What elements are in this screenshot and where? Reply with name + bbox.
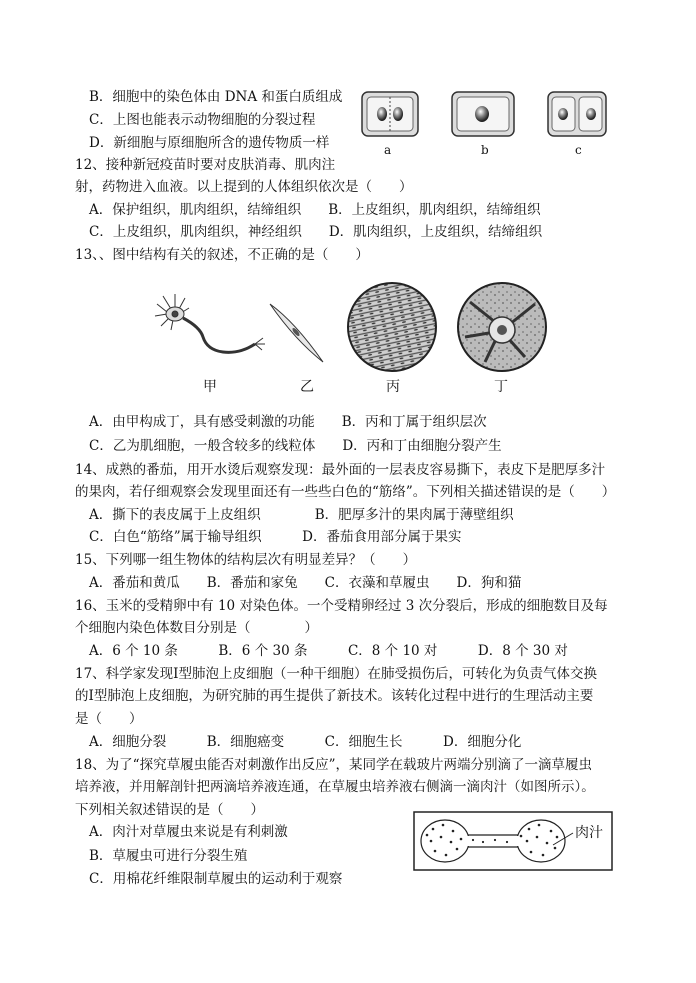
q12-stem-line2: 射，药物进入血液。以上提到的人体组织依次是（ ） — [75, 179, 413, 195]
q11-option-d: D．新细胞与原细胞所含的遗传物质一样 — [89, 135, 330, 151]
tissue-label-ding: 丁 — [494, 379, 508, 395]
q12-options-cd: C．上皮组织，肌肉组织，神经组织 D．肌肉组织，上皮组织，结缔组织 — [89, 224, 543, 240]
tissue-label-jia: 甲 — [203, 379, 217, 395]
tissue-label-yi: 乙 — [300, 379, 314, 395]
muscle-tissue-icon — [348, 283, 436, 371]
q11-option-c: C．上图也能表示动物细胞的分裂过程 — [89, 112, 316, 128]
q14-options-cd: C．白色“筋络”属于输导组织 D．番茄食用部分属于果实 — [89, 529, 462, 545]
q13-options-ab: A．由甲构成丁，具有感受刺激的功能 B．丙和丁属于组织层次 — [89, 414, 487, 430]
q18-option-c: C．用棉花纤维限制草履虫的运动利于观察 — [89, 871, 343, 887]
q18-stem-line1: 18、为了“探究草履虫能否对刺激作出反应”，某同学在载玻片两端分别滴了一滴草履虫 — [75, 757, 592, 773]
q17-stem-line3: 是（ ） — [75, 711, 143, 727]
nerve-tissue-icon — [458, 283, 546, 371]
q15-options: A．番茄和黄瓜 B．番茄和家兔 C．衣藻和草履虫 D．狗和猫 — [89, 575, 522, 591]
q16-stem-line2: 个细胞内染色体数目分别是（ ） — [75, 620, 318, 636]
q15-stem: 15、下列哪一组生物体的结构层次有明显差异？（ ） — [75, 552, 417, 568]
q18-stem-line3: 下列相关叙述错误的是（ ） — [75, 802, 264, 818]
cell-label-b: b — [481, 143, 489, 157]
q17-stem-line1: 17、科学家发现Ⅰ型肺泡上皮细胞（一种干细胞）在肺受损伤后，可转化为负责气体交换 — [75, 666, 598, 682]
q12-options-ab: A．保护组织，肌肉组织，结缔组织 B．上皮组织，肌肉组织，结缔组织 — [89, 202, 541, 218]
cell-c — [548, 92, 606, 136]
q12-stem-line1: 12、接种新冠疫苗时要对皮肤消毒、肌肉注 — [75, 157, 336, 173]
q16-options: A．6 个 10 条 B．6 个 30 条 C．8 个 10 对 D．8 个 30 对 — [89, 643, 568, 659]
q18-option-a: A．肉汁对草履虫来说是有利刺激 — [89, 824, 288, 840]
q18-option-b: B．草履虫可进行分裂生殖 — [89, 848, 248, 864]
q14-stem-line2: 的果肉，若仔细观察会发现里面还有一些些白色的“筋络”。下列相关描述错误的是（ ） — [75, 484, 616, 500]
q18-stem-line2: 培养液，并用解剖针把两滴培养液连通，在草履虫培养液右侧滴一滴肉汁（如图所示）。 — [75, 779, 595, 795]
cell-b — [452, 92, 514, 136]
q13-options-cd: C．乙为肌细胞，一般含较多的线粒体 D．丙和丁由细胞分裂产生 — [89, 438, 502, 454]
q14-options-ab: A．撕下的表皮属于上皮组织 B．肥厚多汁的果肉属于薄壁组织 — [89, 507, 514, 523]
q17-options: A．细胞分裂 B．细胞癌变 C．细胞生长 D．细胞分化 — [89, 734, 522, 750]
q13-stem: 13、、图中结构有关的叙述，不正确的是（ ） — [75, 247, 369, 263]
cell-label-c: c — [575, 143, 582, 157]
q16-stem-line1: 16、玉米的受精卵中有 10 对染色体。一个受精卵经过 3 次分裂后，形成的细胞数目及每 — [75, 598, 608, 614]
neuron-icon — [155, 294, 265, 352]
q14-stem-line1: 14、成熟的番茄，用开水烫后观察发现：最外面的一层表皮容易撕下，表皮下是肥厚多汁 — [75, 462, 606, 478]
cell-division-figure — [360, 88, 620, 140]
cell-label-a: a — [384, 143, 392, 157]
meat-juice-label: 肉汁 — [575, 825, 603, 841]
tissue-label-bing: 丙 — [386, 379, 400, 395]
muscle-cell-icon — [270, 304, 323, 362]
tissue-figure — [145, 282, 555, 372]
q17-stem-line2: 的Ⅰ型肺泡上皮细胞，为研究肺的再生提供了新技术。该转化过程中进行的生理活动主要 — [75, 688, 594, 704]
q11-option-b: B．细胞中的染色体由 DNA 和蛋白质组成 — [89, 89, 343, 105]
cell-a — [362, 92, 418, 136]
